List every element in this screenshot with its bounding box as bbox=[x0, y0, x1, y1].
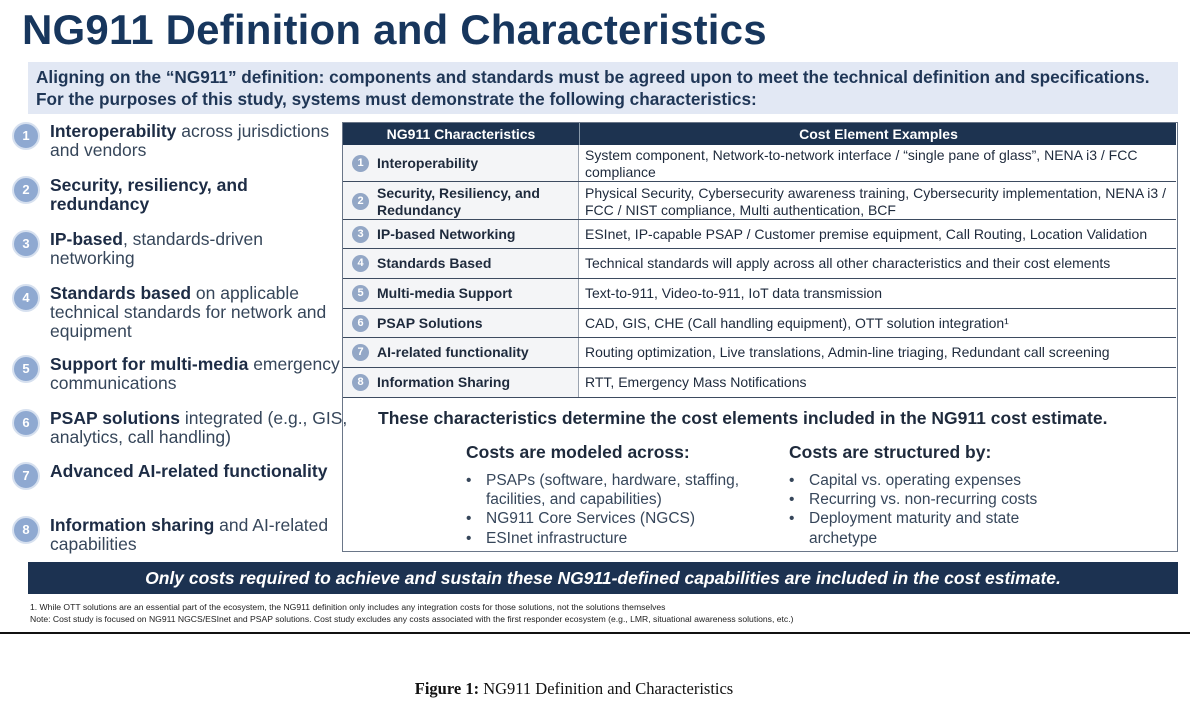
list-item-bold: Advanced AI-related functionality bbox=[50, 461, 328, 481]
row-examples: RTT, Emergency Mass Notifications bbox=[585, 374, 807, 390]
number-badge: 7 bbox=[12, 462, 40, 490]
row-examples: CAD, GIS, CHE (Call handling equipment), OTT solution integration¹ bbox=[585, 315, 1009, 331]
modeled-heading: Costs are modeled across: bbox=[466, 442, 690, 462]
row-number-badge: 1 bbox=[352, 155, 369, 172]
note: Note: Cost study is focused on NG911 NGCS/ESInet and PSAP solutions. Cost study excludes any costs associated with the first responder ecosystem (e.g., LMR, situational awareness solutions, etc.) bbox=[30, 614, 794, 624]
caption-text: NG911 Definition and Characteristics bbox=[479, 679, 734, 698]
list-item-text: , standards-driven networking bbox=[50, 229, 264, 268]
conclusion-banner: Only costs required to achieve and sustain these NG911-defined capabilities are included in the cost estimate. bbox=[28, 562, 1178, 594]
table-row bbox=[343, 309, 1176, 338]
table-header bbox=[343, 123, 1176, 145]
row-examples: Text-to-911, Video-to-911, IoT data transmission bbox=[585, 285, 883, 301]
number-badge: 3 bbox=[12, 230, 40, 258]
list-item-bold: IP-based bbox=[50, 229, 123, 249]
number-badge: 8 bbox=[12, 516, 40, 544]
structured-heading: Costs are structured by: bbox=[789, 442, 992, 462]
row-number-badge: 3 bbox=[352, 226, 369, 243]
row-characteristic: Security, Resiliency, and Redundancy bbox=[377, 185, 540, 218]
header-characteristics: NG911 Characteristics bbox=[386, 126, 536, 142]
page-title: NG911 Definition and Characteristics bbox=[22, 6, 767, 53]
list-item-text: and AI-related capabilities bbox=[50, 515, 329, 554]
number-badge: 1 bbox=[12, 122, 40, 150]
row-characteristic: Multi-media Support bbox=[377, 285, 513, 301]
row-examples: ESInet, IP-capable PSAP / Customer premise equipment, Call Routing, Location Validation bbox=[585, 226, 1148, 242]
row-number-badge: 4 bbox=[352, 255, 369, 272]
row-number-badge: 2 bbox=[352, 193, 369, 210]
subtitle-text: Aligning on the “NG911” definition: components and standards must be agreed upon to meet the technical definition and specifications. For the purposes of this study, systems must demonstrate the following characteristics: bbox=[36, 67, 1150, 109]
list-item-bold: Support for multi-media bbox=[50, 354, 249, 374]
list-item-text: on applicable technical standards for network and equipment bbox=[50, 283, 327, 341]
table-row bbox=[343, 249, 1176, 279]
row-examples: System component, Network-to-network interface / “single pane of glass”, NENA i3 / FCC compliance bbox=[585, 147, 1138, 180]
row-number-badge: 7 bbox=[352, 344, 369, 361]
number-badge: 5 bbox=[12, 355, 40, 383]
header-cost-elements: Cost Element Examples bbox=[579, 123, 1177, 145]
number-badge: 2 bbox=[12, 176, 40, 204]
row-characteristic: IP-based Networking bbox=[377, 226, 516, 242]
row-examples: Technical standards will apply across all other characteristics and their cost elements bbox=[585, 255, 1111, 271]
table-row bbox=[343, 145, 1176, 182]
table-row bbox=[343, 338, 1176, 368]
footnote: 1. While OTT solutions are an essential part of the ecosystem, the NG911 definition only includes any integration costs for those solutions, not the solutions themselves bbox=[30, 602, 666, 612]
row-number-badge: 6 bbox=[352, 315, 369, 332]
table-row bbox=[343, 279, 1176, 309]
caption-label: Figure 1: bbox=[414, 679, 480, 698]
row-examples: Routing optimization, Live translations, Admin-line triaging, Redundant call screening bbox=[585, 344, 1110, 360]
summary-statement: These characteristics determine the cost elements included in the NG911 cost estimate. bbox=[378, 408, 1108, 428]
list-item-bold: Interoperability bbox=[50, 121, 177, 141]
list-item-text: integrated (e.g., GIS, analytics, call handling) bbox=[50, 408, 348, 447]
table-row bbox=[343, 182, 1176, 220]
row-characteristic: AI-related functionality bbox=[377, 344, 529, 360]
list-item-bold: Information sharing bbox=[50, 515, 215, 535]
row-characteristic: PSAP Solutions bbox=[377, 315, 483, 331]
figure-caption bbox=[0, 679, 1148, 699]
list-item-text: emergency communications bbox=[50, 354, 340, 393]
table-row bbox=[343, 220, 1176, 249]
row-number-badge: 8 bbox=[352, 374, 369, 391]
divider bbox=[0, 632, 1190, 634]
table-row bbox=[343, 368, 1176, 398]
row-examples: Physical Security, Cybersecurity awareness training, Cybersecurity implementation, NENA i3 / FCC / NIST compliance, Multi authentication, BCF bbox=[585, 185, 1166, 218]
list-item-bold: Security, resiliency, and redundancy bbox=[50, 175, 248, 214]
row-characteristic: Information Sharing bbox=[377, 374, 510, 390]
list-item-text: across jurisdictions and vendors bbox=[50, 121, 330, 160]
number-badge: 6 bbox=[12, 409, 40, 437]
row-characteristic: Standards Based bbox=[377, 255, 492, 271]
number-badge: 4 bbox=[12, 284, 40, 312]
row-number-badge: 5 bbox=[352, 285, 369, 302]
list-item-bold: Standards based bbox=[50, 283, 192, 303]
list-item-bold: PSAP solutions bbox=[50, 408, 180, 428]
row-characteristic: Interoperability bbox=[377, 155, 479, 171]
